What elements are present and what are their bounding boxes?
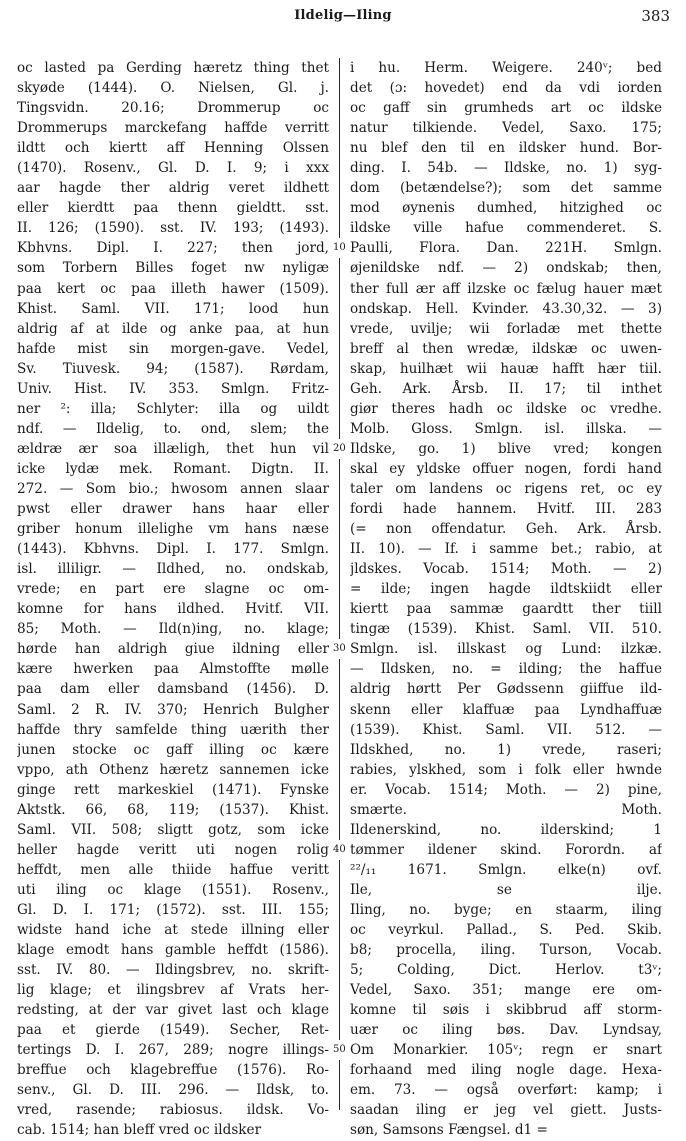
text-line: forhaand med iling nogle dage. Hexa- [350,1062,662,1079]
text-line: Kbhvns. Dipl. I. 227; then jord, [17,240,329,257]
column-divider [339,58,340,1110]
text-line: ther full ær aff ilzske oc fælug hauer mæt [350,280,662,297]
line-number: 50 [333,1040,347,1060]
text-line: nu blef den til en ildsker hund. Bor- [350,140,662,157]
text-line: rabies, ylskhed, som i folk eller hwnde [350,761,662,778]
text-line: (1443). Kbhvns. Dipl. I. 177. Smlgn. [17,541,329,558]
text-line: isl. illiligr. — Ildhed, no. ondskab, [17,561,329,578]
text-line: uær oc iling bøs. Dav. Lyndsay, [350,1022,662,1039]
text-line: taler om landens oc rigens ret, oc ey [350,480,662,497]
text-line: 85; Moth. — Ild(n)ing, no. klage; [17,621,329,638]
text-line: paa kert oc paa illeth hawer (1509). [17,280,329,297]
text-line: Molb. Gloss. Smlgn. isl. illska. — [350,420,662,437]
text-line: tømmer ildener skind. Forordn. af [350,841,662,858]
text-line: 272. — Som bio.; hwosom annen slaar [17,480,329,497]
text-line: breffue och klagebreffue (1576). Ro- [17,1062,329,1079]
text-line: Ildenerskind, no. ilderskind; 1 [350,821,662,838]
text-line: haffde thry samfelde thing uærith ther [17,721,329,738]
text-line: dom (betændelse?); som det samme [350,180,662,197]
text-line: Ildskhed, no. 1) vrede, raseri; [350,741,662,758]
text-line: Drommerups marckefang haffde verritt [17,120,329,137]
text-line: det (ɔ: hovedet) end da vdi iorden [350,80,662,97]
text-line: ner ²: illa; Schlyter: illa og uildt [17,400,329,417]
text-line: senv., Gl. D. III. 296. — Ildsk, to. [17,1082,329,1099]
text-line: fordi hade hannem. Hvitf. III. 283 [350,501,662,518]
text-line: vred, rasende; rabiosus. ildsk. Vo- [17,1102,329,1119]
text-line: er. Vocab. 1514; Moth. — 2) pine, [350,781,662,798]
text-line: komne til søis i skibbrud aff storm- [350,1002,662,1019]
text-line: ondskap. Hell. Kvinder. 43.30,32. — 3) [350,300,662,317]
text-line: aldrig af at ilde og anke paa, at hun [17,320,329,337]
text-line: ældræ ær soa illæligh, thet hun vil [17,440,329,457]
text-line: i hu. Herm. Weigere. 240ᵛ; bed [350,60,662,76]
text-line: som Torbern Billes foget nw nyligæ [17,260,329,277]
text-line: paa et gierde (1549). Secher, Ret- [17,1022,329,1039]
text-line: Paulli, Flora. Dan. 221H. Smlgn. [350,240,662,257]
text-line: ding. I. 54b. — Ildske, no. 1) syg- [350,160,662,177]
text-line: vrede, uvilje; wii forladæ met thette [350,320,662,337]
text-line: Iling, no. byge; en staarm, iling [350,901,662,918]
text-line: 5; Colding, Dict. Herlov. t3ᵛ; [350,962,662,979]
text-line: em. 73. — også overført: kamp; i [350,1082,662,1099]
text-line: Ile, se ilje. [350,881,662,898]
text-line: ndf. — Ildelig, to. ond, slem; the [17,420,329,437]
text-line: ildtt och kiertt aff Henning Olssen [17,140,329,157]
running-title: Ildelig—Iling [294,8,392,23]
text-line: = ilde; ingen hagde ildtskiidt eller [350,581,662,598]
text-line: komne for hans ildhed. Hvitf. VII. [17,601,329,618]
text-line: griber honum illelighe vm hans næse [17,521,329,538]
text-line: (1539). Khist. Saml. VII. 512. — [350,721,662,738]
right-column [350,58,662,1141]
text-line: lig klage; et ilingsbrev af Vrats her- [17,982,329,999]
text-line: klage emodt hans gamble heffdt (1586). [17,942,329,959]
page-number: 383 [641,7,670,25]
line-number: 30 [333,639,347,659]
text-line: hørde han aldrigh giue ildning eller [17,641,329,658]
text-line: II. 10). — If. i samme bet.; rabio, at [350,541,662,558]
text-line: Vedel, Saxo. 351; mange ere om- [350,982,662,999]
text-line: øjenildske ndf. — 2) ondskab; then, [350,260,662,277]
text-line: aldrig hørtt Per Gødssenn giiffue ild- [350,681,662,698]
text-line: tertings D. I. 267, 289; nogre illings- [17,1042,329,1059]
text-line: Ildske, go. 1) blive vred; kongen [350,440,662,457]
text-line: mod øynenis dumhed, hitzighed oc [350,200,662,217]
text-line: ginge rett markeskiel (1471). Fynske [17,781,329,798]
text-line: Univ. Hist. IV. 353. Smlgn. Fritz- [17,380,329,397]
text-line: Khist. Saml. VII. 171; lood hun [17,300,329,317]
text-line: oc lasted pa Gerding hæretz thing thet [17,60,329,76]
text-line: kiertt paa sammæ gaardtt ther tiill [350,601,662,618]
text-line: Tingsvidn. 20.16; Drommerup oc [17,100,329,117]
text-line: giør theres hadh oc ildske oc vredhe. [350,400,662,417]
text-line: Saml. 2 R. IV. 370; Henrich Bulgher [17,701,329,718]
text-line: sst. IV. 80. — Ildingsbrev, no. skrift- [17,962,329,979]
text-line: Geh. Ark. Årsb. II. 17; til inthet [350,380,662,397]
text-line: natur tilkiende. Vedel, Saxo. 175; [350,120,662,137]
text-line: Saml. VII. 508; sligtt gotz, som icke [17,821,329,838]
text-line: Om Monarkier. 105ᵛ; regn er snart [350,1042,662,1059]
text-line: pwst eller drawer hans haar eller [17,501,329,518]
text-line: b8; procella, iling. Turson, Vocab. [350,942,662,959]
text-line: redsting, at der var givet last och klage [17,1002,329,1019]
line-number: 10 [333,238,347,258]
text-line: oc gaff sin grumheds art oc ildske [350,100,662,117]
text-line: junen stocke oc gaff illing oc kære [17,741,329,758]
text-line: icke lydæ mek. Romant. Digtn. II. [17,460,329,477]
text-line: skal ey yldske offuer nogen, fordi hand [350,460,662,477]
text-line: smærte. Moth. [350,801,662,818]
text-line: tingæ (1539). Khist. Saml. VII. 510. [350,621,662,638]
text-line: Sv. Tiuvesk. 94; (1587). Rørdam, [17,360,329,377]
text-line: ildske ville hafue commenderet. S. [350,220,662,237]
text-line: (1470). Rosenv., Gl. D. I. 9; i xxx [17,160,329,177]
text-line: — Ildsken, no. = ilding; the haffue [350,661,662,678]
text-line: oc veyrkul. Pallad., S. Ped. Skib. [350,922,662,939]
line-number: 20 [333,439,347,459]
text-line: skyøde (1444). O. Nielsen, Gl. j. [17,80,329,97]
text-line: breff al then wredæ, ildskæ oc uwen- [350,340,662,357]
text-line: aar hagde ther aldrig veret ildhett [17,180,329,197]
text-line: kære hwerken paa Almstoffte mølle [17,661,329,678]
line-number: 40 [333,840,347,860]
text-line: widste hand iche at stede illning eller [17,922,329,939]
left-column [17,58,329,1141]
text-line: skenn eller klaffuæ paa Lyndhaffuæ [350,701,662,718]
text-line: eller kierdtt paa thenn gieldtt. sst. [17,200,329,217]
text-line: II. 126; (1590). sst. IV. 193; (1493). [17,220,329,237]
text-line: uti iling oc klage (1551). Rosenv., [17,881,329,898]
text-line: skap, huilhæt wii hauæ hafft hær tiil. [350,360,662,377]
text-line: ²²/₁₁ 1671. Smlgn. elke(n) ovf. [350,861,662,878]
text-line: vppo, ath Othenz hæretz sannemen icke [17,761,329,778]
text-line: jldskes. Vocab. 1514; Moth. — 2) [350,561,662,578]
text-line: vrede; en part ere slagne oc om- [17,581,329,598]
text-line: heffdt, men alle thiide haffue veritt [17,861,329,878]
text-line: paa dam eller damsband (1456). D. [17,681,329,698]
text-line: søn, Samsons Fængsel. d1 = [350,1122,548,1139]
text-line: Aktstk. 66, 68, 119; (1537). Khist. [17,801,329,818]
text-line: (= non offendatur. Geh. Ark. Årsb. [350,521,662,538]
text-line: hafde mist sin morgen-gave. Vedel, [17,340,329,357]
text-line: cab. 1514; han bleff vred oc ildsker [17,1122,262,1139]
text-line: Gl. D. I. 171; (1572). sst. III. 155; [17,901,329,918]
text-line: heller hagde veritt uti nogen rolig [17,841,329,858]
text-line: saadan iling er jeg vel giett. Justs- [350,1102,662,1119]
page-header [0,8,686,30]
text-line: Smlgn. isl. illskast og Lund: ilzkæ. [350,641,662,658]
